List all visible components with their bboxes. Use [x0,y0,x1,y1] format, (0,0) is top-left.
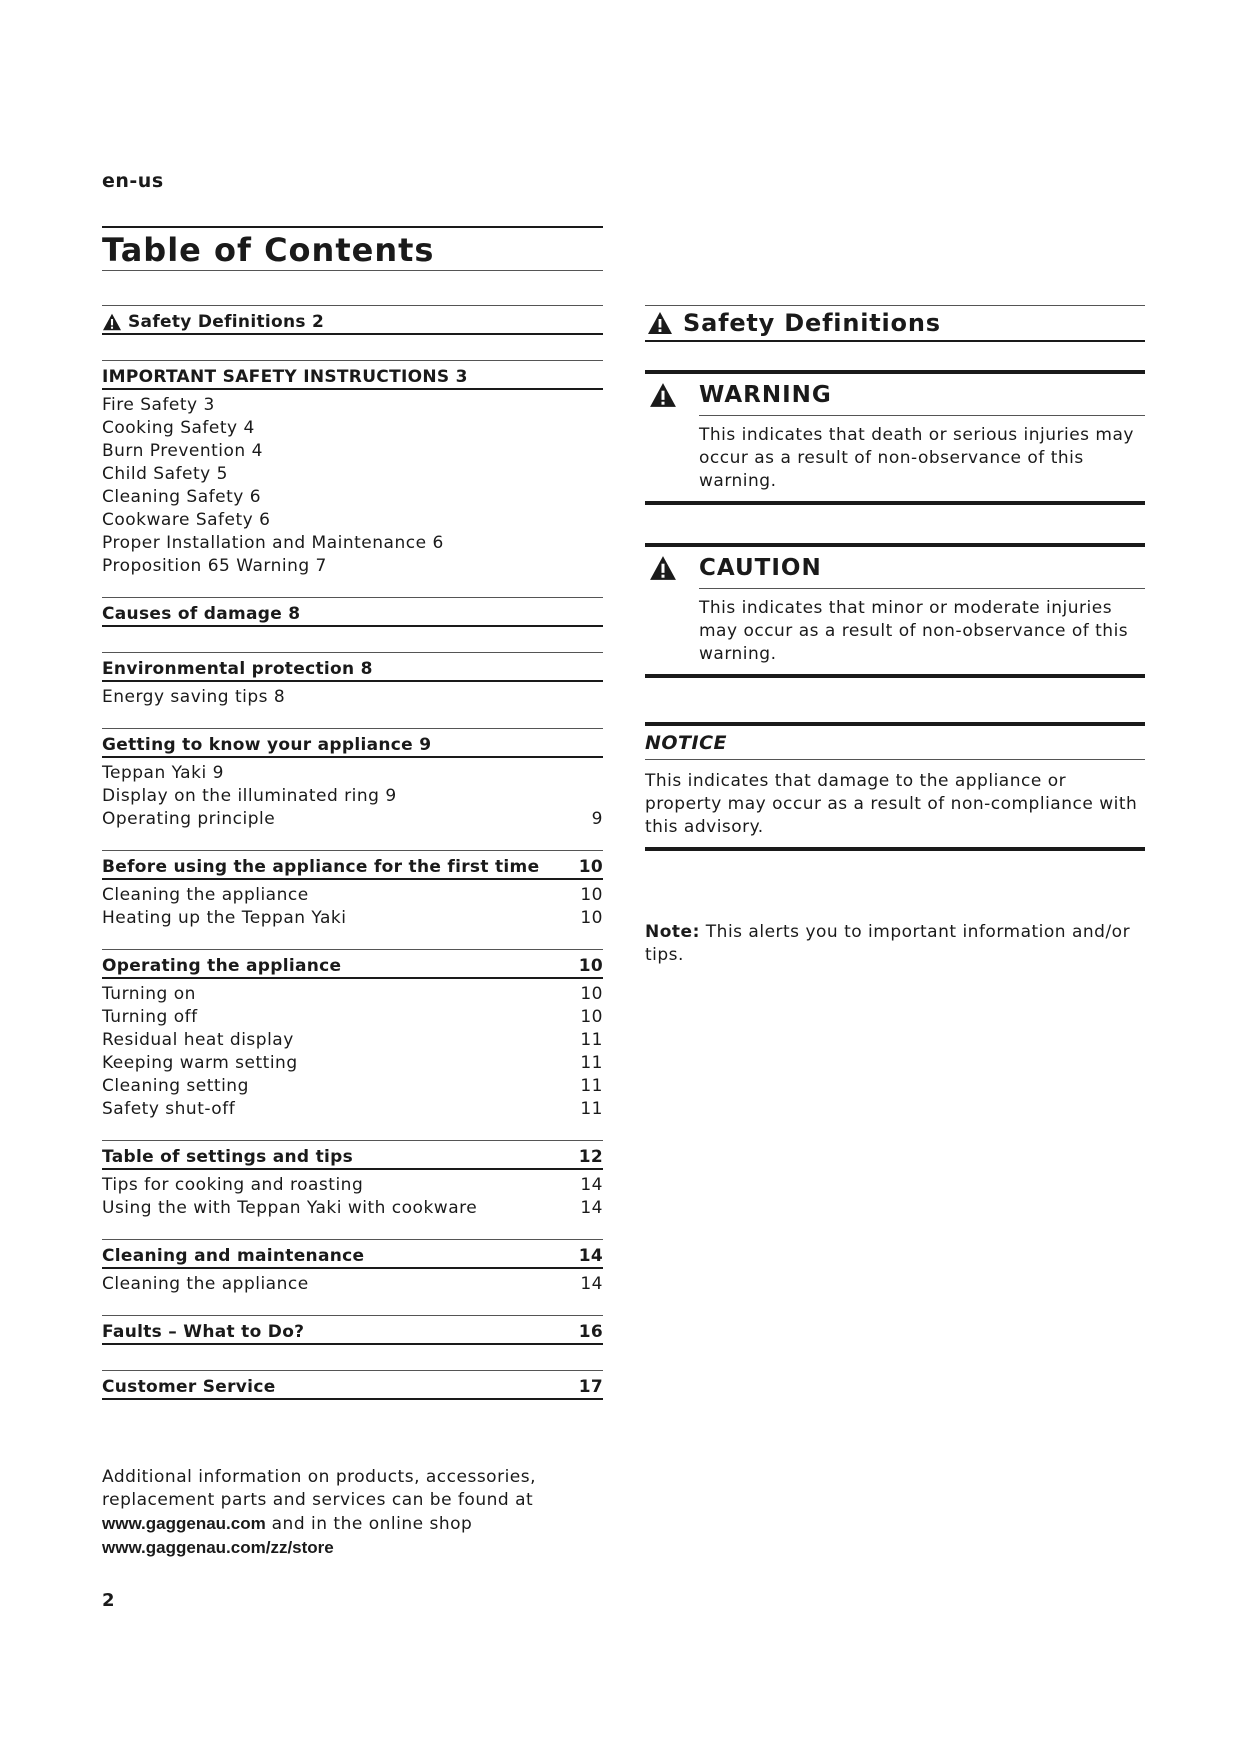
toc-item-label: Residual heat display [102,1030,294,1050]
toc-section-page: 12 [578,1147,603,1167]
toc-section [102,305,603,335]
toc-item-page: 10 [580,908,603,928]
toc-item-page: 14 [580,1175,603,1195]
toc-item-page: 11 [580,1030,603,1050]
toc-section [102,1239,603,1296]
toc-item[interactable] [102,983,603,1006]
toc-section-heading[interactable] [102,652,603,682]
toc-item[interactable] [102,1273,603,1296]
toc-section-title: Faults – What to Do? [102,1322,305,1342]
toc-item-label: Teppan Yaki 9 [102,763,224,783]
warning-triangle-icon [647,311,673,335]
toc-item-page [563,417,603,440]
page-number: 2 [102,1590,115,1611]
safety-definitions-title: Safety Definitions [683,309,941,337]
toc-item[interactable] [102,463,603,486]
toc-section-title: Safety Definitions 2 [128,312,325,332]
toc-item[interactable] [102,1197,603,1220]
toc-item[interactable] [102,1029,603,1052]
toc-item-label: Keeping warm setting [102,1053,298,1073]
toc-item-label: Turning off [102,1007,198,1027]
toc-item-page [563,486,603,509]
caution-triangle-icon [649,555,677,581]
language-code: en-us [102,170,164,192]
toc-item-label: Burn Prevention 4 [102,441,263,461]
toc-item-page: 11 [580,1076,603,1096]
toc-section-title: Getting to know your appliance 9 [102,735,432,755]
toc-section-heading[interactable] [102,1315,603,1345]
toc-item[interactable] [102,762,603,785]
toc-section-heading[interactable] [102,1370,603,1400]
toc-item-page [563,555,603,578]
toc-item-page: 10 [580,885,603,905]
toc-section [102,652,603,709]
toc-section [102,1370,603,1400]
toc-section [102,360,603,578]
toc-section-heading[interactable] [102,1140,603,1170]
page-title: Table of Contents [102,231,435,269]
toc-section [102,1140,603,1220]
toc-section-heading[interactable] [102,360,603,390]
toc-item-page [563,509,603,532]
toc-item[interactable] [102,1075,603,1098]
warning-title: WARNING [699,382,832,408]
toc-section-heading[interactable] [102,728,603,758]
footer-text-2: and in the online shop [271,1514,473,1534]
footer-text-1: Additional information on products, accessories, replacement parts and services can be found at [102,1467,537,1510]
gaggenau-link[interactable]: www.gaggenau.com [102,1514,266,1533]
toc-item-label: Display on the illuminated ring 9 [102,786,397,806]
toc-section-title: Table of settings and tips [102,1147,354,1167]
toc-item-label: Operating principle [102,809,276,829]
toc-section [102,728,603,831]
toc-section [102,1315,603,1345]
toc-item-label: Cleaning setting [102,1076,249,1096]
footer-info [102,1466,622,1560]
toc-section-heading[interactable] [102,850,603,880]
toc-item-label: Heating up the Teppan Yaki [102,908,347,928]
toc-item-page [563,686,603,709]
note-text: This alerts you to important information and/or tips. [645,922,1131,965]
toc-item-page: 11 [580,1099,603,1119]
toc-item-label: Tips for cooking and roasting [102,1175,364,1195]
toc-item-label: Proper Installation and Maintenance 6 [102,533,444,553]
toc-item[interactable] [102,1052,603,1075]
toc-item[interactable] [102,555,603,578]
toc-item-label: Using the with Teppan Yaki with cookware [102,1198,478,1218]
toc-section [102,949,603,1121]
note-paragraph [645,921,1145,967]
toc-item-page: 14 [580,1274,603,1294]
toc-section-title: Before using the appliance for the first time [102,857,540,877]
toc-item-label: Cookware Safety 6 [102,510,271,530]
toc-section [102,597,603,627]
toc-section-page: 14 [578,1246,603,1266]
caution-text: This indicates that minor or moderate injuries may occur as a result of non-observance of this warning. [699,598,1129,664]
notice-text: This indicates that damage to the appliance or property may occur as a result of non-compliance with this advisory. [645,771,1138,837]
toc-section-heading[interactable] [102,949,603,979]
toc-item-label: Safety shut-off [102,1099,236,1119]
warning-triangle-icon [102,313,122,331]
toc-item[interactable] [102,686,603,709]
toc-item[interactable] [102,1098,603,1121]
toc-item[interactable] [102,808,603,831]
toc-item[interactable] [102,907,603,930]
toc-section-title: Cleaning and maintenance [102,1246,365,1266]
toc-section-page: 10 [578,857,603,877]
toc-item-page [563,532,603,555]
toc-item-label: Cleaning the appliance [102,885,309,905]
toc-item-label: Cooking Safety 4 [102,418,255,438]
toc-item-label: Fire Safety 3 [102,395,215,415]
toc-section-page: 16 [578,1322,603,1342]
toc-item-page [563,394,603,417]
toc-section-heading[interactable] [102,597,603,627]
toc-item-label: Cleaning Safety 6 [102,487,262,507]
toc-item[interactable] [102,1006,603,1029]
toc-item-label: Proposition 65 Warning 7 [102,556,327,576]
toc-item-page: 14 [580,1198,603,1218]
toc-item[interactable] [102,486,603,509]
warning-text: This indicates that death or serious injuries may occur as a result of non-observance of this warning. [699,425,1134,491]
toc-item-page: 10 [580,984,603,1004]
caution-title: CAUTION [699,555,822,581]
toc-section-title: Environmental protection 8 [102,659,373,679]
toc-section-title: IMPORTANT SAFETY INSTRUCTIONS 3 [102,367,468,387]
toc-item-page [563,762,603,785]
toc-item-label: Energy saving tips 8 [102,687,286,707]
toc-section [102,850,603,930]
toc-section-page: 17 [578,1377,603,1397]
notice-box [645,722,1145,851]
toc-section-title: Operating the appliance [102,956,342,976]
warning-box [645,370,1145,505]
toc-item[interactable] [102,532,603,555]
note-label: Note: [645,922,700,942]
caution-box [645,543,1145,678]
toc-item[interactable] [102,1174,603,1197]
table-of-contents [102,305,603,1425]
toc-item[interactable] [102,417,603,440]
store-link[interactable]: www.gaggenau.com/zz/store [102,1538,334,1557]
toc-item-page [563,785,603,808]
toc-item-page: 9 [591,809,603,829]
safety-definitions-heading [645,305,1145,342]
toc-section-title: Causes of damage 8 [102,604,301,624]
toc-item-page [563,463,603,486]
toc-title-block [102,226,603,271]
toc-item[interactable] [102,884,603,907]
toc-item[interactable] [102,509,603,532]
toc-item-label: Cleaning the appliance [102,1274,309,1294]
toc-section-title: Customer Service [102,1377,276,1397]
toc-item-page: 11 [580,1053,603,1073]
warning-triangle-icon [649,382,677,408]
toc-item-page: 10 [580,1007,603,1027]
toc-section-heading[interactable] [102,305,603,335]
notice-title: NOTICE [645,726,1145,760]
toc-item[interactable] [102,785,603,808]
toc-section-page: 10 [578,956,603,976]
toc-item-page [563,440,603,463]
toc-section-heading[interactable] [102,1239,603,1269]
toc-item[interactable] [102,394,603,417]
toc-item[interactable] [102,440,603,463]
toc-item-label: Turning on [102,984,196,1004]
toc-item-label: Child Safety 5 [102,464,228,484]
